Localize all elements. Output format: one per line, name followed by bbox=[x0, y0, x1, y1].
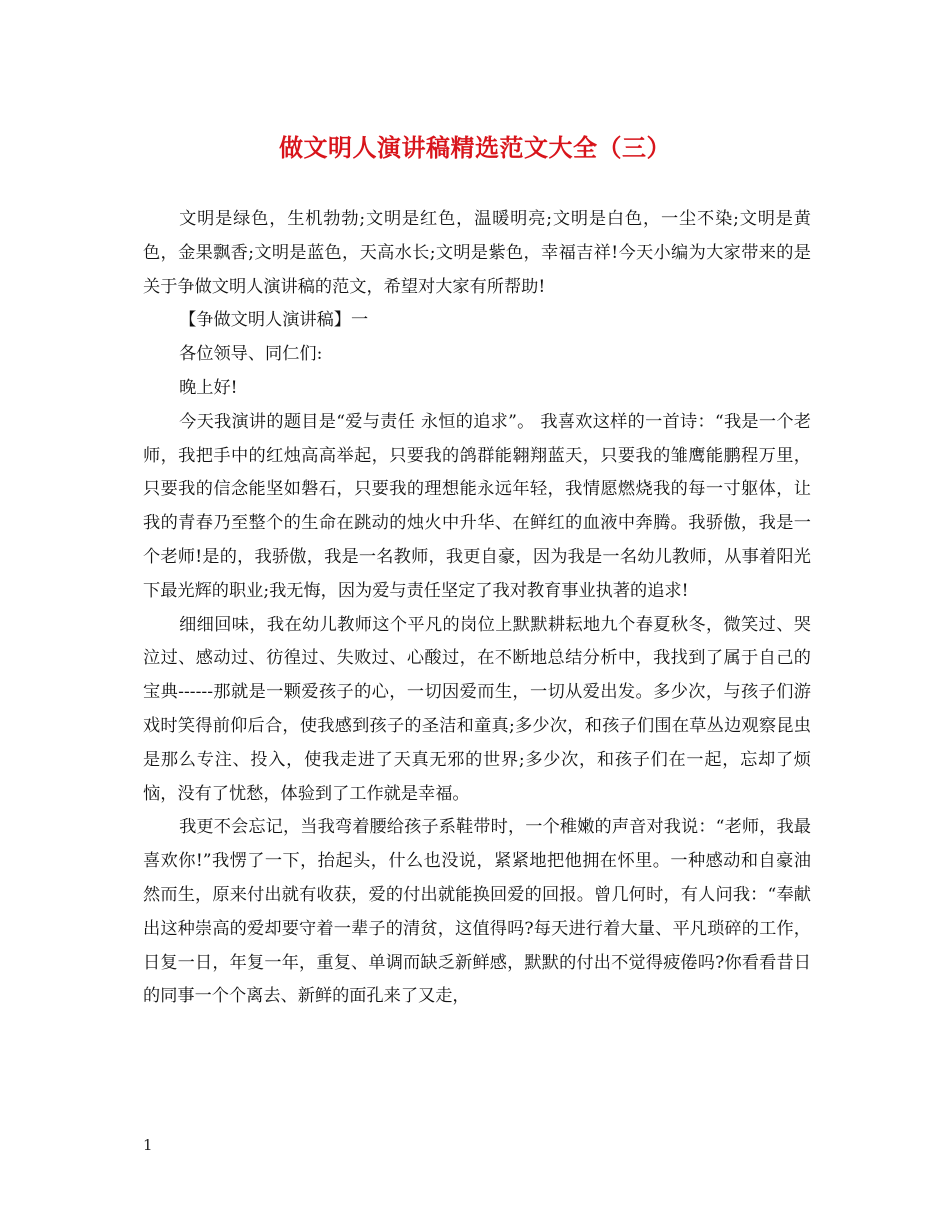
body-paragraph: 今天我演讲的题目是“爱与责任 永恒的追求”。 我喜欢这样的一首诗：“我是一个老师，我把手中的红烛高高举起，只要我的鸽群能翱翔蓝天，只要我的雏鹰能鹏程万里，只要我的信念能坚如磐石，只要我的理想能永远年轻，我情愿燃烧我的每一寸躯体，让我的青春乃至整个的生命在跳动的烛火中升华、在鲜红的血液中奔腾。我骄傲，我是一个老师!是的，我骄傲，我是一名教师，我更自豪，因为我是一名幼儿教师，从事着阳光下最光辉的职业;我无悔，因为爱与责任坚定了我对教育事业执著的追求! bbox=[143, 411, 811, 601]
document-body bbox=[143, 203, 811, 1014]
salutation: 各位领导、同仁们: bbox=[179, 344, 323, 365]
page-number: 1 bbox=[143, 1136, 153, 1154]
section-heading: 【争做文明人演讲稿】一 bbox=[179, 310, 369, 331]
greeting: 晚上好! bbox=[179, 377, 238, 398]
document-title: 做文明人演讲稿精选范文大全（三） bbox=[279, 133, 671, 162]
body-paragraph: 我更不会忘记，当我弯着腰给孩子系鞋带时，一个稚嫩的声音对我说：“老师，我最喜欢你!”我愣了一下，抬起头，什么也没说，紧紧地把他拥在怀里。一种感动和自豪油然而生，原来付出就有收获，爱的付出就能换回爱的回报。曾几何时，有人问我：“奉献出这种崇高的爱却要守着一辈子的清贫，这值得吗?每天进行着大量、平凡琐碎的工作，日复一日，年复一年，重复、单调而缺乏新鲜感，默默的付出不觉得疲倦吗?你看看昔日的同事一个个离去、新鲜的面孔来了又走， bbox=[143, 817, 811, 1007]
body-paragraph: 细细回味，我在幼儿教师这个平凡的岗位上默默耕耘地九个春夏秋冬，微笑过、哭泣过、感动过、彷徨过、失败过、心酸过，在不断地总结分析中，我找到了属于自己的宝典------那就是一颗爱孩子的心，一切因爱而生，一切从爱出发。多少次，与孩子们游戏时笑得前仰后合，使我感到孩子的圣洁和童真;多少次，和孩子们围在草丛边观察昆虫是那么专注、投入，使我走进了天真无邪的世界;多少次，和孩子们在一起，忘却了烦恼，没有了忧愁，体验到了工作就是幸福。 bbox=[143, 614, 811, 804]
intro-paragraph: 文明是绿色，生机勃勃;文明是红色，温暖明亮;文明是白色，一尘不染;文明是黄色，金果飘香;文明是蓝色，天高水长;文明是紫色，幸福吉祥!今天小编为大家带来的是关于争做文明人演讲稿的范文，希望对大家有所帮助! bbox=[143, 209, 811, 297]
